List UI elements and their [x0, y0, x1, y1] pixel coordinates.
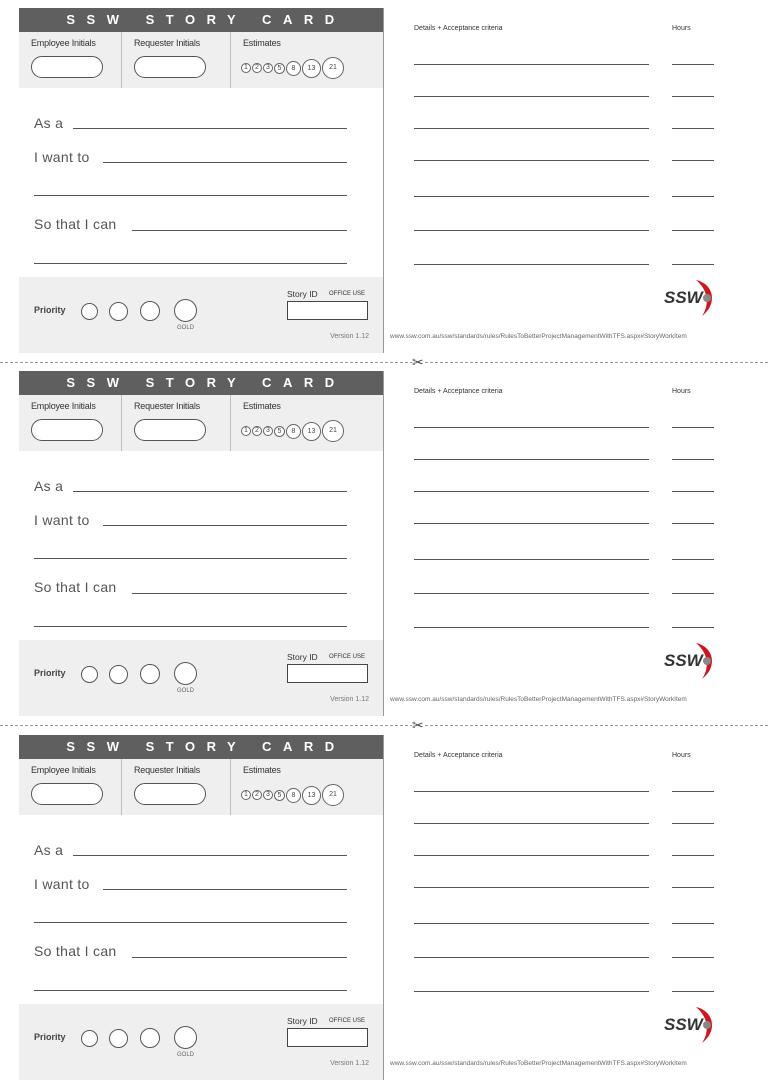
- version-label: Version 1.12: [330, 1060, 369, 1067]
- requester-initials-label: Requester Initials: [134, 38, 200, 48]
- details-line[interactable]: [414, 791, 649, 792]
- details-line[interactable]: [414, 264, 649, 265]
- estimates-label: Estimates: [243, 765, 281, 775]
- story-id-label: Story ID: [287, 652, 318, 662]
- estimate-option[interactable]: 2: [252, 790, 262, 800]
- details-line[interactable]: [414, 160, 649, 161]
- details-line[interactable]: [414, 991, 649, 992]
- card-title: SSW STORY CARD: [19, 735, 383, 759]
- estimate-option[interactable]: 1: [241, 63, 251, 73]
- i-want-to-label: I want to: [34, 149, 90, 165]
- estimate-option[interactable]: 8: [286, 61, 301, 76]
- version-label: Version 1.12: [330, 333, 369, 340]
- gold-label: GOLD: [177, 1052, 195, 1058]
- priority-circle[interactable]: [109, 665, 128, 684]
- priority-circle[interactable]: [140, 1028, 160, 1048]
- rules-url: www.ssw.com.au/ssw/standards/rules/RulesToBetterProjectManagementWithTFS.aspx#StoryWorkItem: [390, 333, 687, 340]
- hours-line[interactable]: [672, 559, 714, 560]
- details-line[interactable]: [414, 230, 649, 231]
- office-use-label: OFFICE USE: [329, 654, 366, 660]
- estimate-option[interactable]: 1: [241, 790, 251, 800]
- requester-initials-section: [122, 395, 231, 451]
- estimate-option[interactable]: 5: [274, 426, 285, 437]
- employee-initials-section: [19, 32, 122, 88]
- card-title: SSW STORY CARD: [19, 371, 383, 395]
- story-card-front: [19, 8, 384, 353]
- story-card: [0, 727, 768, 1090]
- priority-circle[interactable]: [109, 1029, 128, 1048]
- details-line[interactable]: [414, 887, 649, 888]
- rules-url: www.ssw.com.au/ssw/standards/rules/RulesToBetterProjectManagementWithTFS.aspx#StoryWorkItem: [390, 1060, 687, 1067]
- hours-line[interactable]: [672, 823, 714, 824]
- office-use-label: OFFICE USE: [329, 291, 366, 297]
- details-line[interactable]: [414, 923, 649, 924]
- as-a-line[interactable]: [73, 128, 347, 129]
- cut-line: [0, 362, 768, 363]
- hours-line[interactable]: [672, 627, 714, 628]
- story-id-label: Story ID: [287, 289, 318, 299]
- employee-initials-label: Employee Initials: [31, 38, 96, 48]
- as-a-line[interactable]: [73, 855, 347, 856]
- hours-line[interactable]: [672, 264, 714, 265]
- i-want-to-line[interactable]: [103, 889, 347, 890]
- estimate-option[interactable]: 3: [263, 426, 273, 436]
- office-use-label: OFFICE USE: [329, 1018, 366, 1024]
- so-that-line[interactable]: [132, 593, 347, 594]
- priority-circle[interactable]: [81, 1030, 98, 1047]
- details-line[interactable]: [414, 427, 649, 428]
- story-id-field[interactable]: [287, 664, 368, 683]
- card-footer: [19, 1004, 383, 1080]
- i-want-to-line-2[interactable]: [34, 558, 347, 559]
- scissors-icon: ✂: [412, 717, 424, 733]
- priority-circle[interactable]: [81, 666, 98, 683]
- details-line[interactable]: [414, 627, 649, 628]
- priority-circle-gold[interactable]: [174, 1026, 197, 1049]
- hours-line[interactable]: [672, 991, 714, 992]
- requester-initials-label: Requester Initials: [134, 765, 200, 775]
- priority-circle[interactable]: [81, 303, 98, 320]
- story-id-label: Story ID: [287, 1016, 318, 1026]
- card-footer: [19, 277, 383, 353]
- hours-line[interactable]: [672, 427, 714, 428]
- details-line[interactable]: [414, 823, 649, 824]
- hours-line[interactable]: [672, 791, 714, 792]
- employee-initials-field[interactable]: [31, 56, 103, 78]
- hours-label: Hours: [672, 25, 691, 32]
- logo-text: SSW: [664, 651, 703, 670]
- employee-initials-field[interactable]: [31, 783, 103, 805]
- hours-line[interactable]: [672, 230, 714, 231]
- estimate-option[interactable]: 8: [286, 424, 301, 439]
- story-id-field[interactable]: [287, 1028, 368, 1047]
- employee-initials-label: Employee Initials: [31, 765, 96, 775]
- story-card-front: [19, 735, 384, 1080]
- priority-circle-gold[interactable]: [174, 662, 197, 685]
- card-title: SSW STORY CARD: [19, 8, 383, 32]
- hours-line[interactable]: [672, 196, 714, 197]
- story-card: [0, 0, 768, 363]
- employee-initials-section: [19, 759, 122, 815]
- employee-initials-label: Employee Initials: [31, 401, 96, 411]
- i-want-to-line[interactable]: [103, 525, 347, 526]
- card-header-fields: [19, 759, 383, 815]
- as-a-label: As a: [34, 842, 64, 858]
- details-line[interactable]: [414, 491, 649, 492]
- requester-initials-section: [122, 759, 231, 815]
- estimate-option[interactable]: 3: [263, 63, 273, 73]
- details-line[interactable]: [414, 64, 649, 65]
- priority-label: Priority: [34, 1032, 66, 1042]
- details-label: Details + Acceptance criteria: [414, 25, 503, 32]
- priority-label: Priority: [34, 305, 66, 315]
- hours-line[interactable]: [672, 160, 714, 161]
- estimate-option[interactable]: 2: [252, 426, 262, 436]
- story-card-front: [19, 371, 384, 716]
- estimate-option[interactable]: 21: [322, 784, 344, 806]
- hours-line[interactable]: [672, 491, 714, 492]
- i-want-to-label: I want to: [34, 876, 90, 892]
- employee-initials-section: [19, 395, 122, 451]
- hours-line[interactable]: [672, 855, 714, 856]
- details-line[interactable]: [414, 459, 649, 460]
- details-line[interactable]: [414, 96, 649, 97]
- estimate-option[interactable]: 1: [241, 426, 251, 436]
- estimates-label: Estimates: [243, 38, 281, 48]
- card-footer: [19, 640, 383, 716]
- card-header-fields: [19, 32, 383, 88]
- so-that-line-2[interactable]: [34, 626, 347, 627]
- details-line[interactable]: [414, 559, 649, 560]
- details-line[interactable]: [414, 855, 649, 856]
- requester-initials-field[interactable]: [134, 783, 206, 805]
- scissors-icon: ✂: [412, 354, 424, 370]
- priority-circle[interactable]: [140, 301, 160, 321]
- estimates-label: Estimates: [243, 401, 281, 411]
- details-line[interactable]: [414, 128, 649, 129]
- as-a-label: As a: [34, 478, 64, 494]
- estimates-section: [231, 395, 383, 451]
- hours-line[interactable]: [672, 593, 714, 594]
- requester-initials-field[interactable]: [134, 56, 206, 78]
- hours-line[interactable]: [672, 957, 714, 958]
- hours-line[interactable]: [672, 96, 714, 97]
- so-that-label: So that I can: [34, 943, 117, 959]
- priority-circle[interactable]: [109, 302, 128, 321]
- so-that-line-2[interactable]: [34, 990, 347, 991]
- details-line[interactable]: [414, 957, 649, 958]
- estimate-options: [241, 420, 344, 442]
- estimate-option[interactable]: 5: [274, 63, 285, 74]
- cut-line: [0, 725, 768, 726]
- priority-label: Priority: [34, 668, 66, 678]
- requester-initials-label: Requester Initials: [134, 401, 200, 411]
- details-line[interactable]: [414, 196, 649, 197]
- details-label: Details + Acceptance criteria: [414, 388, 503, 395]
- i-want-to-label: I want to: [34, 512, 90, 528]
- as-a-label: As a: [34, 115, 64, 131]
- so-that-line[interactable]: [132, 957, 347, 958]
- hours-label: Hours: [672, 388, 691, 395]
- requester-initials-field[interactable]: [134, 419, 206, 441]
- estimate-option[interactable]: 13: [302, 422, 321, 441]
- gold-label: GOLD: [177, 325, 195, 331]
- estimate-option[interactable]: 3: [263, 790, 273, 800]
- ssw-logo: [662, 278, 718, 318]
- as-a-line[interactable]: [73, 491, 347, 492]
- priority-circle[interactable]: [140, 664, 160, 684]
- hours-line[interactable]: [672, 459, 714, 460]
- employee-initials-field[interactable]: [31, 419, 103, 441]
- story-card: [0, 363, 768, 726]
- so-that-label: So that I can: [34, 579, 117, 595]
- card-header-fields: [19, 395, 383, 451]
- i-want-to-line[interactable]: [103, 162, 347, 163]
- version-label: Version 1.12: [330, 696, 369, 703]
- hours-line[interactable]: [672, 887, 714, 888]
- so-that-label: So that I can: [34, 216, 117, 232]
- estimate-options: [241, 57, 344, 79]
- logo-text: SSW: [664, 1015, 703, 1034]
- rules-url: www.ssw.com.au/ssw/standards/rules/RulesToBetterProjectManagementWithTFS.aspx#StoryWorkItem: [390, 696, 687, 703]
- hours-line[interactable]: [672, 523, 714, 524]
- estimate-options: [241, 784, 344, 806]
- estimate-option[interactable]: 5: [274, 790, 285, 801]
- details-line[interactable]: [414, 523, 649, 524]
- hours-line[interactable]: [672, 64, 714, 65]
- logo-text: SSW: [664, 288, 703, 307]
- hours-label: Hours: [672, 752, 691, 759]
- estimate-option[interactable]: 2: [252, 63, 262, 73]
- hours-line[interactable]: [672, 923, 714, 924]
- details-label: Details + Acceptance criteria: [414, 752, 503, 759]
- so-that-line[interactable]: [132, 230, 347, 231]
- estimate-option[interactable]: 21: [322, 420, 344, 442]
- priority-circle-gold[interactable]: [174, 299, 197, 322]
- estimate-option[interactable]: 13: [302, 786, 321, 805]
- i-want-to-line-2[interactable]: [34, 195, 347, 196]
- details-line[interactable]: [414, 593, 649, 594]
- estimate-option[interactable]: 8: [286, 788, 301, 803]
- ssw-logo: [662, 641, 718, 681]
- story-id-field[interactable]: [287, 301, 368, 320]
- estimate-option[interactable]: 21: [322, 57, 344, 79]
- estimates-section: [231, 32, 383, 88]
- estimate-option[interactable]: 13: [302, 59, 321, 78]
- requester-initials-section: [122, 32, 231, 88]
- so-that-line-2[interactable]: [34, 263, 347, 264]
- ssw-logo: [662, 1005, 718, 1045]
- gold-label: GOLD: [177, 688, 195, 694]
- estimates-section: [231, 759, 383, 815]
- hours-line[interactable]: [672, 128, 714, 129]
- i-want-to-line-2[interactable]: [34, 922, 347, 923]
